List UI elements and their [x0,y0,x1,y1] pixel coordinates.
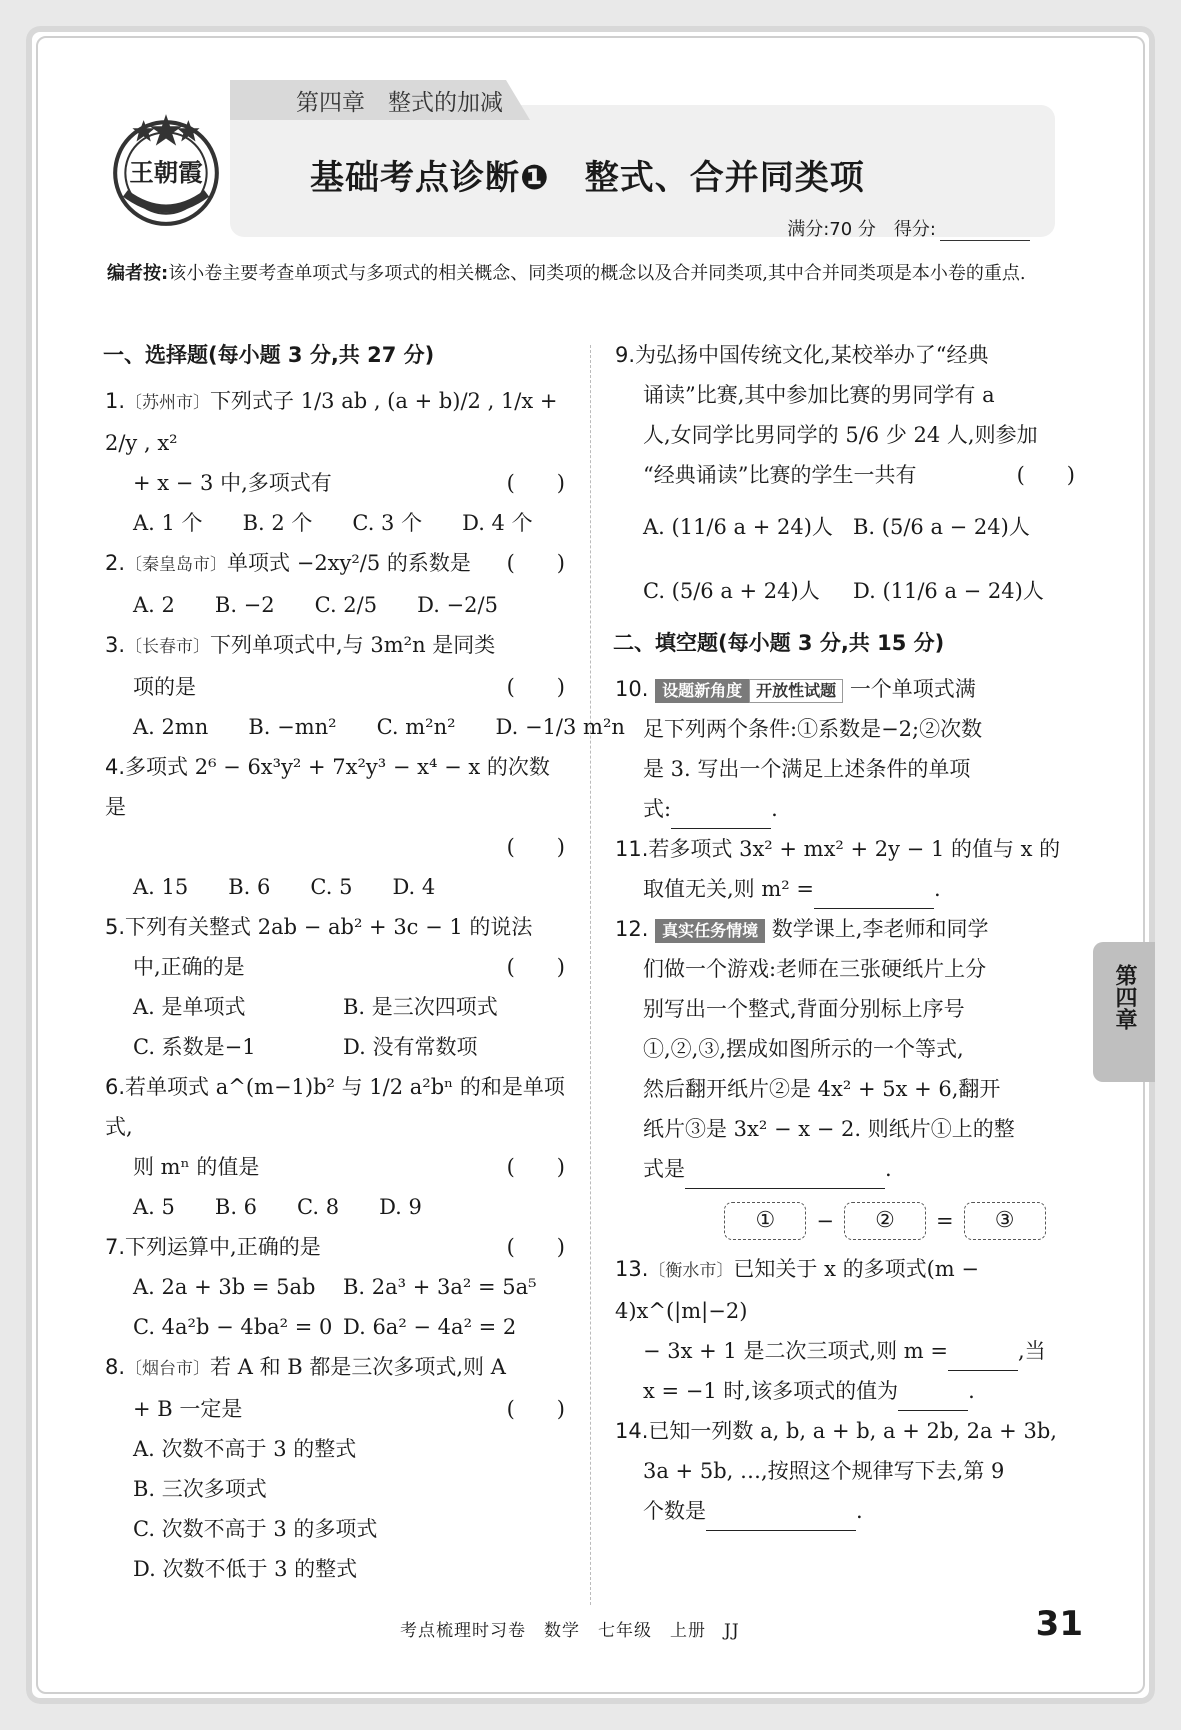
question-1 [105,381,565,543]
q2-option-d: D. −2/5 [417,593,498,617]
q8-option-a: A. 次数不高于 3 的整式 [133,1437,357,1461]
q7-option-b: B. 2a³ + 3a² = 5a⁵ [343,1275,537,1299]
q3-option-c: C. m²n² [376,715,456,739]
q8-option-d: D. 次数不低于 3 的整式 [133,1557,358,1581]
q6-answer-paren[interactable]: ( ) [506,1155,565,1179]
editor-note [107,258,1077,290]
q8-option-b: B. 三次多项式 [133,1477,267,1501]
q1-answer-paren[interactable]: ( ) [506,471,565,495]
question-13: 13.〔衡水市〕已知关于 x 的多项式(m − 4)x^(|m|−2) − 3x + 1 是二次三项式,则 m = ,当 x = −1 时,该多项式的值为 . [615,1249,1075,1411]
editor-note-label: 编者按: [107,263,169,284]
q12-tag-real-task: 真实任务情境 [655,919,765,943]
q14-answer-blank[interactable] [706,1504,856,1531]
score-blank[interactable] [940,214,1030,241]
q13-answer-blank-m[interactable] [948,1344,1018,1371]
q1-source: 〔苏州市〕 [125,393,211,413]
chapter-label: 第四章 整式的加减 [296,90,503,116]
page-number: 31 [1035,1604,1083,1644]
q12-line-5: 然后翻开纸片②是 4x² + 5x + 6,翻开 [643,1077,1001,1101]
q10-answer-blank[interactable] [671,802,771,829]
q13-line-2b: ,当 [1018,1339,1046,1363]
q8-text: 若 A 和 B 都是三次多项式,则 A [210,1355,506,1379]
q14-line-1: 已知一列数 a, b, a + b, a + 2b, 2a + 3b, [648,1419,1057,1443]
q3-option-a: A. 2mn [133,715,209,739]
q9-line-4: “经典诵读”比赛的学生一共有 [643,463,917,487]
q6-option-a: A. 5 [133,1195,175,1219]
q4-number: 4. [105,755,126,779]
q3-answer-paren[interactable]: ( ) [506,675,565,699]
q7-number: 7. [105,1235,126,1259]
q2-source: 〔秦皇岛市〕 [125,555,228,575]
q10-line-2: 足下列两个条件:①系数是−2;②次数 [643,717,983,741]
q6-text2: 则 mⁿ 的值是 [133,1155,260,1179]
q13-number: 13. [615,1257,649,1281]
page-header [80,80,1060,240]
q7-option-d: D. 6a² − 4a² = 2 [343,1315,517,1339]
q5-answer-paren[interactable]: ( ) [506,955,565,979]
q9-number: 9. [615,343,636,367]
q5-option-b: B. 是三次四项式 [343,995,498,1019]
score-line [787,214,1030,241]
q8-number: 8. [105,1355,126,1379]
q14-line-2: 3a + 5b, …,按照这个规律写下去,第 9 [643,1459,1005,1483]
q6-option-c: C. 8 [297,1195,340,1219]
q12-card-2: ② [844,1202,926,1240]
q7-option-a: A. 2a + 3b = 5ab [133,1275,316,1299]
q8-text2: + B 一定是 [133,1397,243,1421]
q2-answer-paren[interactable]: ( ) [506,551,565,575]
q12-line-7: 式是 [643,1157,685,1181]
q13-line-3: x = −1 时,该多项式的值为 [643,1379,899,1403]
q12-card-1: ① [724,1202,806,1240]
q2-number: 2. [105,551,126,575]
page-title: 基础考点诊断❶ 整式、合并同类项 [310,158,865,198]
question-9 [615,335,1075,623]
q3-number: 3. [105,633,126,657]
q6-option-d: D. 9 [379,1195,422,1219]
q7-text: 下列运算中,正确的是 [125,1235,321,1259]
question-11: 11.若多项式 3x² + mx² + 2y − 1 的值与 x 的 取值无关,则 m² = . [615,829,1075,909]
editor-note-text: 该小卷主要考查单项式与多项式的相关概念、同类项的概念以及合并同类项,其中合并同类项是本小卷的重点. [168,263,1026,284]
question-2 [105,543,565,625]
q9-line-3: 人,女同学比男同学的 5/6 少 24 人,则参加 [643,423,1038,447]
q1-text2: + x − 3 中,多项式有 [133,471,332,495]
q10-line-1: 一个单项式满 [849,677,976,701]
q5-option-a: A. 是单项式 [133,995,246,1019]
q3-text2: 项的是 [133,675,196,699]
q12-line-3: 别写出一个整式,背面分别标上序号 [643,997,965,1021]
question-10: 10. 设题新角度 开放性试题 一个单项式满 足下列两个条件:①系数是−2;②次数 是 3. 写出一个满足上述条件的单项 式: . [615,669,1075,829]
q3-source: 〔长春市〕 [125,637,211,657]
q12-number: 12. [615,917,649,941]
q13-line-2: − 3x + 1 是二次三项式,则 m = [643,1339,948,1363]
q5-number: 5. [105,915,126,939]
q11-line-2: 取值无关,则 m² = [643,877,814,901]
q11-number: 11. [615,837,649,861]
column-divider [590,345,591,1605]
q8-option-c: C. 次数不高于 3 的多项式 [133,1517,378,1541]
question-6 [105,1067,565,1227]
q4-text: 多项式 2⁶ − 6x³y² + 7x²y³ − x⁴ − x 的次数是 [105,755,550,819]
q2-text: 单项式 −2xy²/5 的系数是 [227,551,471,575]
q12-minus-sign: − [816,1209,834,1233]
chapter-side-tab [1093,942,1155,1082]
q3-option-b: B. −mn² [248,715,337,739]
q9-line-2: 诵读”比赛,其中参加比赛的男同学有 a [643,383,995,407]
q5-text2: 中,正确的是 [133,955,245,979]
q10-line-4: 式: [643,797,672,821]
q6-option-b: B. 6 [214,1195,258,1219]
q7-answer-paren[interactable]: ( ) [506,1235,565,1259]
right-column [615,335,1075,1531]
q5-option-d: D. 没有常数项 [343,1035,478,1059]
q12-line-4: ①,②,③,摆成如图所示的一个等式, [643,1037,964,1061]
q11-line-1: 若多项式 3x² + mx² + 2y − 1 的值与 x 的 [648,837,1061,861]
q12-line-6: 纸片③是 3x² − x − 2. 则纸片①上的整 [643,1117,1015,1141]
q2-option-b: B. −2 [214,593,275,617]
q4-option-c: C. 5 [310,875,353,899]
question-12: 12. 真实任务情境 数学课上,李老师和同学 们做一个游戏:老师在三张硬纸片上分 别写出一个整式,背面分别标上序号 ①,②,③,摆成如图所示的一个等式, 然后翻开纸片②是 4x² + 5x + 6,翻开 纸片③是 3x² − x − 2. 则纸片①上的整 式是 . ① − ② = ③ [615,909,1075,1241]
q1-option-d: D. 4 个 [462,511,533,535]
q4-option-d: D. 4 [392,875,436,899]
q12-equals-sign: = [936,1209,954,1233]
logo-text: 王朝霞 [129,158,203,188]
q9-option-c: C. (5/6 a + 24)人 [643,579,820,603]
q6-number: 6. [105,1075,126,1099]
q3-option-d: D. −1/3 m²n [495,715,625,739]
q10-line-3: 是 3. 写出一个满足上述条件的单项 [643,757,971,781]
q1-option-a: A. 1 个 [133,511,203,535]
q1-text: 下列式子 1/3 ab , (a + b)/2 , 1/x + 2/y , x² [105,389,558,455]
left-column [103,335,625,1589]
q9-option-b: B. (5/6 a − 24)人 [853,515,1030,539]
side-tab-text: 第四章 [1112,964,1137,1030]
q12-card-3: ③ [964,1202,1046,1240]
q12-line-2: 们做一个游戏:老师在三张硬纸片上分 [643,957,987,981]
q13-source: 〔衡水市〕 [648,1261,734,1281]
section-2-title: 二、填空题(每小题 3 分,共 15 分) [613,631,945,655]
question-8 [105,1347,565,1589]
q3-text: 下列单项式中,与 3m²n 是同类 [210,633,496,657]
q13-line-1: 已知关于 x 的多项式(m − 4)x^(|m|−2) [615,1257,979,1323]
q5-text: 下列有关整式 2ab − ab² + 3c − 1 的说法 [125,915,533,939]
page-footer: 考点梳理时习卷 数学 七年级 上册 JJ [400,1621,740,1641]
section-1-title: 一、选择题(每小题 3 分,共 27 分) [103,343,435,367]
q4-answer-paren[interactable]: ( ) [506,835,565,859]
q10-number: 10. [615,677,649,701]
q4-option-b: B. 6 [228,875,271,899]
q14-line-3: 个数是 [643,1499,706,1523]
question-14: 14.已知一列数 a, b, a + b, a + 2b, 2a + 3b, 3a + 5b, …,按照这个规律写下去,第 9 个数是 . [615,1411,1075,1531]
q11-answer-blank[interactable] [814,882,934,909]
q9-line-1: 为弘扬中国传统文化,某校举办了“经典 [635,343,989,367]
q8-answer-paren[interactable]: ( ) [506,1397,565,1421]
q4-option-a: A. 15 [133,875,189,899]
q2-option-a: A. 2 [133,593,175,617]
q6-text: 若单项式 a^(m−1)b² 与 1/2 a²bⁿ 的和是单项式, [105,1075,565,1139]
q5-option-c: C. 系数是−1 [133,1035,256,1059]
q9-option-d: D. (11/6 a − 24)人 [853,579,1044,603]
q1-option-c: C. 3 个 [352,511,423,535]
question-5 [105,907,565,1067]
publisher-logo [105,110,227,232]
q9-answer-paren[interactable]: ( ) [1016,463,1075,487]
q2-option-c: C. 2/5 [314,593,378,617]
q12-card-equation [695,1201,1075,1241]
q10-tag-new-angle: 设题新角度 [655,679,749,703]
q10-tag-open: 开放性试题 [749,679,843,703]
q12-line-1: 数学课上,李老师和同学 [771,917,989,941]
question-4 [105,747,565,907]
q9-option-a: A. (11/6 a + 24)人 [643,515,833,539]
question-7 [105,1227,565,1347]
question-3 [105,625,625,747]
q1-option-b: B. 2 个 [242,511,313,535]
q12-answer-blank[interactable] [685,1162,885,1189]
q14-number: 14. [615,1419,649,1443]
q1-number: 1. [105,389,126,413]
q7-option-c: C. 4a²b − 4ba² = 0 [133,1315,333,1339]
q13-answer-blank-value[interactable] [898,1384,968,1411]
q8-source: 〔烟台市〕 [125,1359,211,1379]
score-label: 满分:70 分 得分: [787,219,936,240]
